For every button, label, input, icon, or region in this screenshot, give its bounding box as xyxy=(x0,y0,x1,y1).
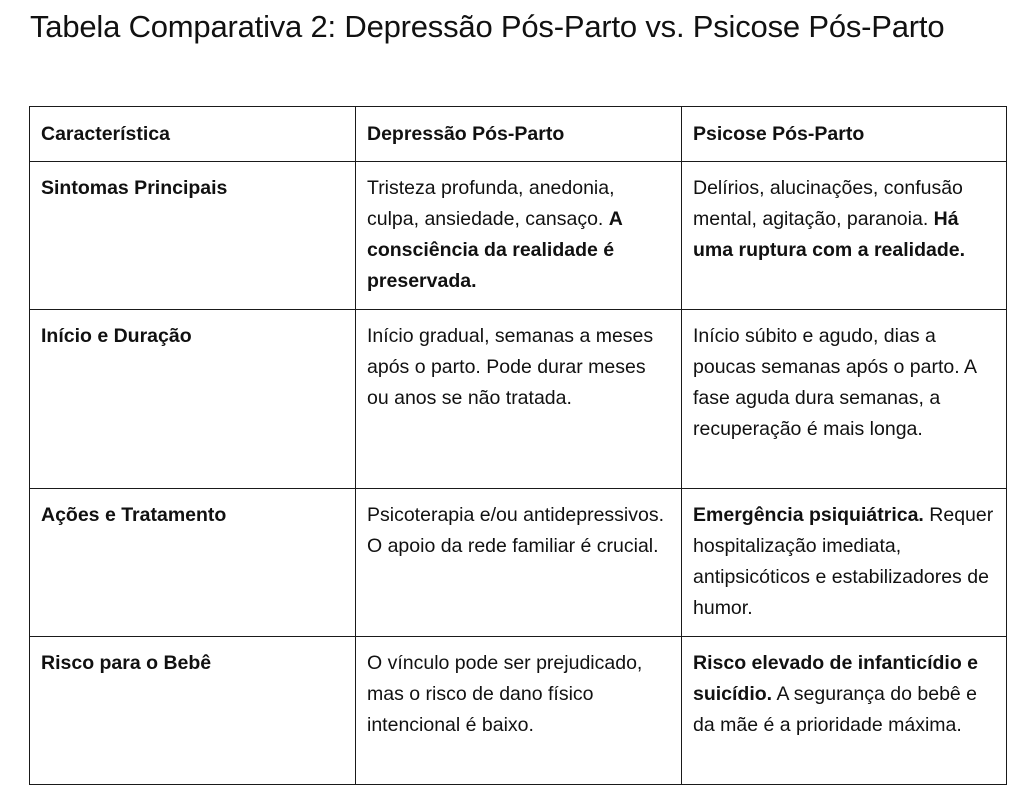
feature-cell: Risco para o Bebê xyxy=(30,637,356,785)
cell-text: Delírios, alucinações, confusão mental, agitação, paranoia. xyxy=(693,177,963,230)
cell-text: Início gradual, semanas a meses após o parto. Pode durar meses ou anos se não tratada. xyxy=(367,325,654,409)
cell-text: Requer hospitalização imediata, antipsicóticos e estabilizadores de humor. xyxy=(693,504,994,619)
psicose-cell xyxy=(682,637,1007,785)
psicose-cell xyxy=(682,162,1007,310)
feature-cell: Ações e Tratamento xyxy=(30,489,356,637)
cell-text: Tristeza profunda, anedonia, culpa, ansiedade, cansaço. xyxy=(367,177,615,230)
page-title: Tabela Comparativa 2: Depressão Pós-Parto vs. Psicose Pós-Parto xyxy=(30,9,945,44)
cell-emphasis: Risco elevado de infanticídio e suicídio. xyxy=(693,652,978,705)
column-header-depressao: Depressão Pós-Parto xyxy=(356,107,682,162)
comparison-table xyxy=(29,106,1007,785)
table-row-sintomas xyxy=(30,162,1007,310)
depressao-cell xyxy=(356,310,682,489)
table-row-risco-bebe xyxy=(30,637,1007,785)
cell-emphasis: A consciência da realidade é preservada. xyxy=(367,208,623,292)
psicose-cell xyxy=(682,489,1007,637)
table-header-row xyxy=(30,107,1007,162)
cell-text: Psicoterapia e/ou antidepressivos. O apoio da rede familiar é crucial. xyxy=(367,504,665,557)
depressao-cell xyxy=(356,637,682,785)
table-row-inicio-duracao xyxy=(30,310,1007,489)
depressao-cell xyxy=(356,162,682,310)
table-row-acoes-tratamento xyxy=(30,489,1007,637)
depressao-cell xyxy=(356,489,682,637)
cell-emphasis: Emergência psiquiátrica. xyxy=(693,504,924,526)
column-header-caracteristica: Característica xyxy=(30,107,356,162)
psicose-cell xyxy=(682,310,1007,489)
cell-text: O vínculo pode ser prejudicado, mas o risco de dano físico intencional é baixo. xyxy=(367,652,643,736)
feature-cell: Início e Duração xyxy=(30,310,356,489)
feature-cell: Sintomas Principais xyxy=(30,162,356,310)
column-header-psicose: Psicose Pós-Parto xyxy=(682,107,1007,162)
cell-emphasis: Há uma ruptura com a realidade. xyxy=(693,208,966,261)
cell-text: A segurança do bebê e da mãe é a prioridade máxima. xyxy=(693,683,978,736)
cell-text: Início súbito e agudo, dias a poucas semanas após o parto. A fase aguda dura semanas, a recuperação é mais longa. xyxy=(693,325,976,440)
